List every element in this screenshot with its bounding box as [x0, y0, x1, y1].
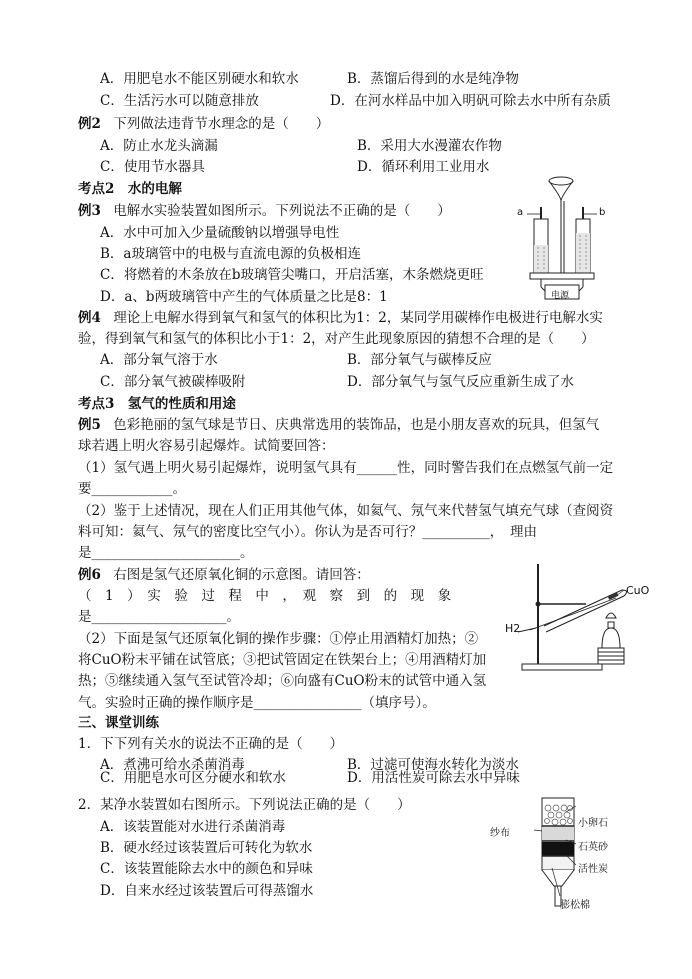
question-stem-cont: 球若遇上明火容易引起爆炸。试简要回答： — [78, 438, 335, 454]
hydrogen-reduction-figure — [500, 560, 660, 675]
question-stem: 下列做法违背节水理念的是（ ） — [113, 116, 330, 132]
option-d: D．循环利用工业用水 — [357, 159, 490, 175]
question-stem: 右图是氢气还原氧化铜的示意图。请回答： — [113, 567, 370, 583]
option-b: B．过滤可使海水转化为淡水 — [347, 757, 519, 773]
cuo-label: CuO — [626, 584, 650, 597]
example-6 — [78, 566, 370, 584]
tube-a-label: a — [517, 207, 524, 218]
carbon-label: 活性炭 — [578, 864, 608, 875]
example-label: 例6 — [78, 567, 101, 583]
electrolysis-apparatus-figure — [512, 175, 612, 303]
training-question-1: 1．下下列有关水的说法不正确的是（ ） — [78, 736, 344, 752]
option-d: D．部分氧气与氢气反应重新生成了水 — [347, 374, 574, 390]
gauze-label: 纱布 — [490, 828, 510, 839]
option-d: D．a、b两玻璃管中产生的气体质量之比是8：1 — [100, 289, 388, 305]
option-c: C．部分氧气被碳棒吸附 — [100, 374, 246, 390]
section-heading: 考点3 氢气的性质和用途 — [78, 396, 236, 412]
sub-question-2-cont: 是______________________。 — [78, 545, 254, 561]
sand-label: 石英砂 — [578, 842, 608, 853]
option-d: D．自来水经过该装置后可得蒸馏水 — [100, 883, 314, 899]
sub-question-1-cont: 要____________。 — [78, 481, 186, 497]
sub-question-2-cont: 将CuO粉末平铺在试管底；③把试管固定在铁架台上；④用酒精灯加 — [78, 652, 487, 668]
sub-question-2: （2）下面是氢气还原氧化铜的操作步骤：①停止用酒精灯加热；② — [78, 631, 479, 647]
option-a: A．该装置能对水进行杀菌消毒 — [100, 819, 286, 835]
question-stem: 理论上电解水得到氧气和氢气的体积比为1：2，某同学用碳棒作电极进行电解水实 — [113, 310, 603, 326]
sub-question-2-cont: 气。实验时正确的操作顺序是________________（填序号）。 — [78, 695, 436, 711]
question-stem: 色彩艳丽的氢气球是节日、庆典常选用的装饰品，也是小朋友喜欢的玩具，但氢气 — [113, 417, 600, 433]
h2-label: H2 — [505, 622, 521, 635]
example-5 — [78, 416, 599, 434]
question-stem-cont: 验，得到氧气和氢气的体积比小于1：2，对产生此现象原因的猜想不合理的是（ ） — [78, 331, 595, 347]
option-c: C．生活污水可以随意排放 — [100, 93, 259, 109]
power-supply-label: 电源 — [551, 291, 570, 301]
example-4 — [78, 309, 603, 327]
sub-question-1: （1）氢气遇上明火易引起爆炸，说明氢气具有______性，同时警告我们在点燃氢气前一定 — [78, 460, 614, 476]
tube-b-label: b — [599, 207, 606, 218]
sub-question-2-cont: 料可知：氦气、氖气的密度比空气小）。你认为是否可行？__________， 理由 — [78, 524, 537, 540]
section-heading: 三、课堂训练 — [78, 715, 159, 731]
sub-question-2: （2）鉴于上述情况，现在人们正用其他气体，如氦气、氖气来代替氢气填充气球（查阅资 — [78, 503, 614, 519]
option-b: B．部分氧气与碳棒反应 — [347, 352, 492, 368]
sub-question-1: （ 1 ） 实 验 过 程 中 ， 观 察 到 的 现 象 — [78, 588, 452, 604]
option-d: D．用活性炭可除去水中异味 — [347, 770, 520, 786]
option-c: C．该装置能除去水中的颜色和异味 — [100, 861, 313, 877]
sub-question-2-cont: 热；⑤继续通入氢气至试管冷却；⑥向盛有CuO粉末的试管中通入氢 — [78, 673, 487, 689]
pebbles-label: 小卵石 — [578, 818, 608, 829]
option-b: B．a玻璃管中的电极与直流电源的负极相连 — [100, 246, 361, 262]
option-c: C．用肥皂水可区分硬水和软水 — [100, 770, 286, 786]
example-3 — [78, 202, 451, 220]
example-label: 例5 — [78, 417, 101, 433]
option-a: A．煮沸可给水杀菌消毒 — [100, 757, 245, 773]
option-a: A．防止水龙头滴漏 — [100, 138, 218, 154]
option-b: B．硬水经过该装置后可转化为软水 — [100, 840, 313, 856]
option-a: A．水中可加入少量硫酸钠以增强导电性 — [100, 225, 340, 241]
option-b: B．采用大水漫灌农作物 — [357, 138, 502, 154]
example-label: 例3 — [78, 203, 101, 219]
example-label: 例4 — [78, 310, 101, 326]
option-a: A．部分氧气溶于水 — [100, 352, 218, 368]
section-heading: 考点2 水的电解 — [78, 181, 182, 197]
option-c: C．使用节水器具 — [100, 159, 205, 175]
cotton-label: 膨松棉 — [560, 900, 590, 911]
option-a: A．用肥皂水不能区别硬水和软水 — [100, 71, 299, 87]
option-b: B．蒸馏后得到的水是纯净物 — [347, 71, 519, 87]
option-d: D．在河水样品中加入明矾可除去水中所有杂质 — [330, 93, 611, 109]
sub-question-1-cont: 是____________________。 — [78, 609, 240, 625]
option-c: C．将燃着的木条放在b玻璃管尖嘴口，开启活塞，木条燃烧更旺 — [100, 267, 484, 283]
question-stem: 电解水实验装置如图所示。下列说法不正确的是（ ） — [113, 203, 451, 219]
example-label: 例2 — [78, 116, 101, 132]
example-2 — [78, 115, 329, 133]
training-question-2: 2．某净水装置如右图所示。下列说法正确的是（ ） — [78, 797, 411, 813]
